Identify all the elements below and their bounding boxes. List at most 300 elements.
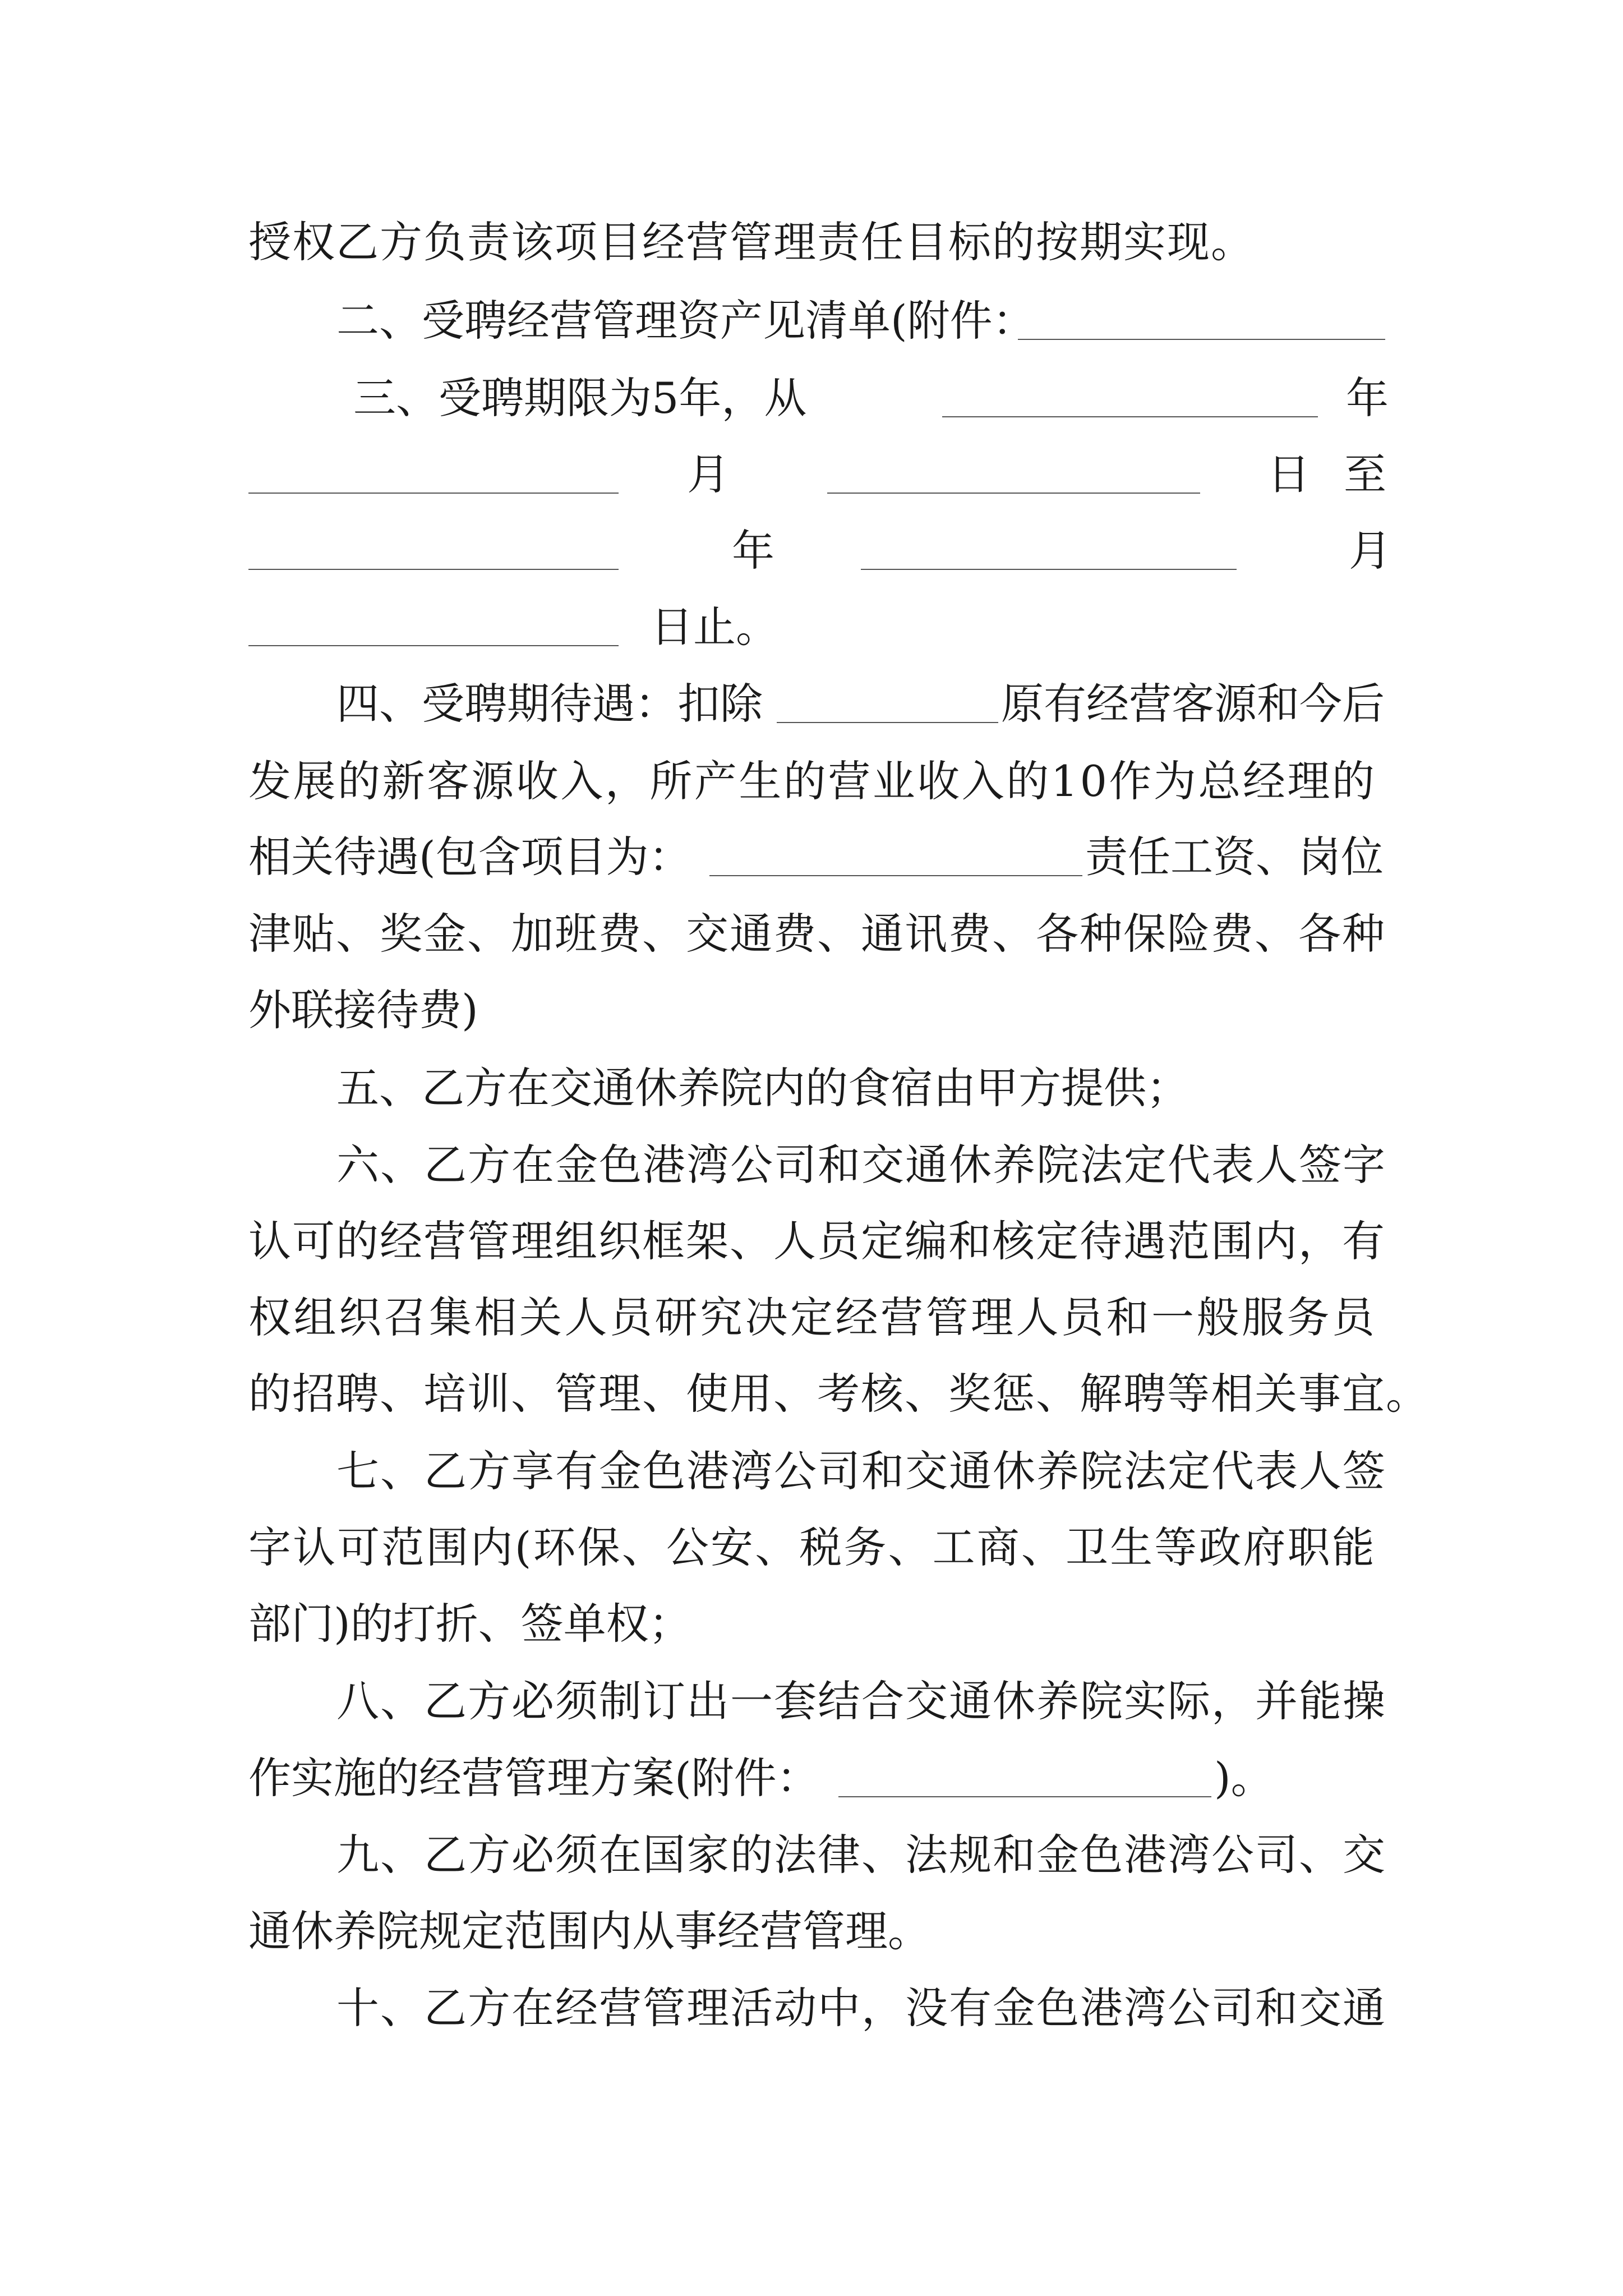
text-char: 须	[555, 1676, 599, 1726]
text-char: 活	[730, 1983, 774, 2033]
text-line: 部门)的打折、签单权；	[248, 1599, 691, 1649]
text-char: 、	[642, 1369, 686, 1419]
text-char: 港	[1124, 1830, 1168, 1880]
text-char: 管	[555, 1369, 598, 1419]
text-char: 并	[1255, 1676, 1299, 1726]
text-char: 目	[598, 217, 642, 267]
text-char: 税	[799, 1522, 843, 1572]
text-char: 种	[1342, 909, 1386, 959]
text-char: 织	[598, 1216, 642, 1266]
text-char: 乙	[424, 1830, 468, 1880]
text-char: 工	[932, 1522, 976, 1572]
text-char: 入	[961, 756, 1006, 806]
clause-3-text: 三、受聘期限为5年，从	[353, 373, 807, 423]
text-char: 管	[467, 1216, 511, 1266]
text-char: 客	[426, 756, 471, 806]
text-char: 八	[336, 1676, 380, 1726]
text-char: 操	[1343, 1676, 1386, 1726]
text-char: 方	[380, 217, 423, 267]
text-char: 组	[555, 1216, 598, 1266]
text-char: 遇	[1123, 1216, 1167, 1266]
text-char: 务	[843, 1522, 888, 1572]
text-char: 的	[783, 756, 827, 806]
text-char: 必	[511, 1830, 555, 1880]
text-char: 安	[711, 1522, 755, 1572]
text-char: 表	[1211, 1140, 1255, 1190]
text-char: 营	[880, 1292, 924, 1342]
text-char: 员	[817, 1216, 861, 1266]
text-char: 、	[380, 1983, 424, 2033]
blank-field[interactable]	[709, 875, 1082, 876]
text-line: )。	[1214, 1753, 1274, 1803]
text-char: 必	[511, 1676, 555, 1726]
text-char: 经	[380, 1216, 423, 1266]
date-unit-month: 月	[1349, 526, 1391, 576]
text-char: 营	[686, 217, 730, 267]
text-char: 任	[861, 217, 905, 267]
text-char: 产	[694, 756, 738, 806]
text-char: 编	[905, 1216, 948, 1266]
text-char: 、	[642, 909, 686, 959]
text-char: 公	[730, 1140, 774, 1190]
text-char: 关	[1255, 1369, 1298, 1419]
text-char: 组	[293, 1292, 338, 1342]
text-char: 新	[382, 756, 426, 806]
text-char: 没	[905, 1983, 949, 2033]
text-char: 公	[1211, 1830, 1255, 1880]
text-char: 为	[1153, 756, 1197, 806]
text-char: 通	[861, 909, 905, 959]
text-char: 津	[248, 909, 292, 959]
text-char: 授	[248, 217, 292, 267]
text-char: 的	[337, 756, 381, 806]
text-char: 能	[1299, 1676, 1343, 1726]
text-char: 法	[1080, 1140, 1124, 1190]
text-char: 期	[1080, 217, 1123, 267]
text-char: 、	[861, 1830, 905, 1880]
text-char: 加	[511, 909, 555, 959]
text-char: 理	[686, 1983, 730, 2033]
text-char: 六	[336, 1140, 380, 1190]
text-char: 围	[426, 1522, 470, 1572]
text-char: 交	[686, 909, 730, 959]
text-char: 研	[654, 1292, 699, 1342]
text-char: 定	[861, 1216, 905, 1266]
blank-field[interactable]	[248, 493, 619, 494]
text-char: 字	[1343, 1140, 1386, 1190]
text-line: 外联接待费)	[248, 985, 478, 1035]
text-char: 律	[818, 1830, 861, 1880]
text-char: 险	[1167, 909, 1211, 959]
text-char: 港	[643, 1140, 686, 1190]
text-char: 待	[1080, 1216, 1123, 1266]
text-char: 认	[293, 1522, 337, 1572]
text-char: 、	[1255, 909, 1298, 959]
text-char: 核	[861, 1369, 905, 1419]
text-char: 司	[1211, 1983, 1255, 2033]
text-char: 和	[861, 1446, 905, 1496]
text-char: 班	[555, 909, 598, 959]
text-char: 按	[1036, 217, 1080, 267]
text-char: 通	[905, 1140, 949, 1190]
text-char: 制	[599, 1676, 643, 1726]
text-char: 家	[686, 1830, 730, 1880]
text-char: 理	[1287, 756, 1331, 806]
text-char: 职	[1287, 1522, 1331, 1572]
text-char: 规	[949, 1830, 993, 1880]
text-char: 合	[861, 1676, 905, 1726]
text-char: 法	[774, 1830, 818, 1880]
blank-field[interactable]	[248, 645, 619, 646]
paragraph-line	[248, 1360, 1430, 1428]
text-char: 、	[730, 1216, 773, 1266]
clause-2-text: 二、受聘经营管理资产见清单(附件：	[336, 296, 1035, 346]
text-char: 各	[1036, 909, 1080, 959]
text-char: 召	[384, 1292, 428, 1342]
text-char: 、	[1036, 1369, 1080, 1419]
text-char: 公	[1168, 1983, 1211, 2033]
text-char: 在	[511, 1140, 555, 1190]
text-char: 人	[1255, 1140, 1299, 1190]
text-char: 相	[474, 1292, 518, 1342]
text-char: 定	[790, 1292, 834, 1342]
text-char: 实	[1124, 1676, 1168, 1726]
text-char: 金	[993, 1983, 1036, 2033]
text-char: 养	[1036, 1676, 1080, 1726]
text-char: 实	[1123, 217, 1167, 267]
text-char: 动	[774, 1983, 818, 2033]
text-char: 生	[1110, 1522, 1154, 1572]
text-char: 营	[599, 1983, 643, 2033]
text-char: 色	[1080, 1830, 1124, 1880]
text-char: 、	[888, 1522, 932, 1572]
text-char: 司	[774, 1140, 818, 1190]
text-char: 理	[971, 1292, 1015, 1342]
text-char: 相	[1211, 1369, 1255, 1419]
text-char: 一	[1151, 1292, 1195, 1342]
text-char: 业	[872, 756, 916, 806]
blank-field[interactable]	[777, 722, 998, 723]
text-char: 人	[564, 1292, 608, 1342]
paragraph-line	[248, 1284, 1376, 1351]
text-char: 围	[1211, 1216, 1255, 1266]
text-char: 营	[828, 756, 872, 806]
text-char: 集	[429, 1292, 473, 1342]
paragraph-line	[336, 1975, 1386, 2042]
text-char: 可	[292, 1216, 336, 1266]
text-char: 表	[1255, 1446, 1299, 1496]
date-unit-year: 年	[1346, 373, 1389, 423]
text-char: 乙	[424, 1446, 468, 1496]
text-char: 费	[598, 909, 642, 959]
text-char: 套	[774, 1676, 818, 1726]
text-char: 享	[511, 1446, 555, 1496]
paragraph-line	[248, 209, 1255, 276]
text-char: 责	[817, 217, 861, 267]
text-char: 。	[1386, 1369, 1430, 1419]
text-char: 签	[1299, 1140, 1343, 1190]
text-char: 、	[905, 1369, 948, 1419]
text-char: 结	[818, 1676, 861, 1726]
text-char: 宜	[1342, 1369, 1386, 1419]
paragraph-line	[336, 1131, 1386, 1199]
text-char: 定	[1124, 1140, 1168, 1190]
text-char: 种	[1080, 909, 1123, 959]
text-char: 代	[1168, 1140, 1211, 1190]
text-char: 金	[555, 1140, 599, 1190]
text-char: 管	[925, 1292, 970, 1342]
text-char: ，	[1211, 1676, 1255, 1726]
text-char: 经	[642, 217, 686, 267]
text-char: 聘	[1123, 1369, 1167, 1419]
text-char: 院	[1036, 1140, 1080, 1190]
text-line: 通休养院规定范围内从事经营管理。	[248, 1906, 930, 1956]
text-char: 理	[773, 217, 817, 267]
text-char: 各	[1298, 909, 1342, 959]
text-char: 商	[976, 1522, 1021, 1572]
text-char: 乙	[336, 217, 380, 267]
text-char: 0	[1080, 756, 1108, 806]
text-char: 等	[1154, 1522, 1198, 1572]
text-char: 培	[423, 1369, 467, 1419]
text-char: 交	[861, 1140, 905, 1190]
text-char: 、	[773, 1369, 817, 1419]
text-char: 作	[1109, 756, 1153, 806]
text-char: 七	[336, 1446, 380, 1496]
text-char: 人	[1299, 1446, 1343, 1496]
text-char: 管	[730, 217, 773, 267]
text-char: 权	[292, 217, 336, 267]
text-char: 费	[948, 909, 992, 959]
text-char: 和	[1106, 1292, 1150, 1342]
text-char: 核	[992, 1216, 1036, 1266]
text-char: 的	[1331, 756, 1376, 806]
text-char: 般	[1196, 1292, 1241, 1342]
text-char: 金	[423, 909, 467, 959]
text-char: 色	[599, 1140, 643, 1190]
text-char: 休	[949, 1140, 993, 1190]
blank-field[interactable]	[838, 1796, 1211, 1797]
text-char: 在	[599, 1830, 643, 1880]
text-char: (	[514, 1522, 533, 1572]
text-char: 经	[835, 1292, 879, 1342]
date-unit-day-to: 日至	[1267, 449, 1420, 499]
text-char: 讯	[905, 909, 948, 959]
text-char: 、	[380, 1446, 424, 1496]
text-line: 责任工资、岗位	[1085, 832, 1384, 882]
paragraph-line	[248, 748, 1376, 815]
text-char: 责	[467, 217, 511, 267]
text-char: 能	[1331, 1522, 1376, 1572]
blank-field[interactable]	[942, 416, 1318, 417]
text-char: 法	[1124, 1446, 1168, 1496]
text-char: 金	[599, 1446, 643, 1496]
text-char: 的	[992, 217, 1036, 267]
text-char: 公	[774, 1446, 818, 1496]
text-char: 现	[1167, 217, 1211, 267]
text-char: 收	[515, 756, 560, 806]
text-char: 、	[621, 1522, 666, 1572]
text-char: 项	[555, 217, 598, 267]
text-char: 法	[905, 1830, 949, 1880]
text-char: 通	[949, 1446, 993, 1496]
text-char: 招	[292, 1369, 336, 1419]
text-char: 养	[993, 1140, 1036, 1190]
text-char: 色	[643, 1446, 686, 1496]
text-char: 和	[818, 1140, 861, 1190]
text-char: 国	[643, 1830, 686, 1880]
text-char: 院	[1080, 1676, 1124, 1726]
text-char: 、	[817, 909, 861, 959]
paragraph-line	[248, 1514, 1376, 1581]
clause-4-text: 四、受聘期待遇：扣除	[336, 679, 763, 729]
text-char: 、	[992, 909, 1036, 959]
text-char: 养	[1036, 1446, 1080, 1496]
text-char: 和	[993, 1830, 1036, 1880]
text-char: 乙	[424, 1140, 468, 1190]
text-char: 湾	[730, 1446, 774, 1496]
paragraph-line	[248, 1208, 1386, 1275]
paragraph-line	[336, 1438, 1386, 1505]
text-char: 织	[339, 1292, 382, 1342]
text-char: 和	[1255, 1983, 1299, 2033]
text-char: 代	[1211, 1446, 1255, 1496]
text-char: ，	[605, 756, 649, 806]
text-char: 一	[730, 1676, 774, 1726]
text-char: 中	[818, 1983, 861, 2033]
text-char: 订	[643, 1676, 686, 1726]
text-char: 的	[730, 1830, 774, 1880]
text-char: 使	[686, 1369, 730, 1419]
date-unit-month: 月	[687, 449, 730, 499]
text-char: 保	[1123, 909, 1167, 959]
text-char: 字	[248, 1522, 292, 1572]
text-char: 乙	[424, 1676, 468, 1726]
text-char: 方	[468, 1446, 511, 1496]
text-char: 定	[1168, 1446, 1211, 1496]
text-char: 在	[511, 1983, 555, 2033]
text-char: 奖	[380, 909, 423, 959]
text-char: 交	[1299, 1983, 1343, 2033]
text-char: 目	[905, 217, 948, 267]
text-char: ，	[861, 1983, 905, 2033]
text-char: 贴	[292, 909, 336, 959]
text-char: 的	[1006, 756, 1050, 806]
text-char: 负	[423, 217, 467, 267]
text-char: 奖	[948, 1369, 992, 1419]
text-char: 关	[519, 1292, 563, 1342]
text-char: 费	[1211, 909, 1255, 959]
text-char: 港	[1080, 1983, 1124, 2033]
paragraph-line	[336, 1668, 1386, 1735]
blank-field[interactable]	[861, 569, 1237, 570]
text-char: 和	[948, 1216, 992, 1266]
text-char: 司	[818, 1446, 861, 1496]
text-char: 港	[686, 1446, 730, 1496]
text-char: 该	[511, 217, 555, 267]
text-char: 、	[380, 1140, 424, 1190]
text-char: 员	[1332, 1292, 1376, 1342]
date-unit-year: 年	[732, 526, 774, 576]
text-char: 出	[686, 1676, 730, 1726]
text-char: 架	[686, 1216, 730, 1266]
text-char: 政	[1198, 1522, 1243, 1572]
text-char: 、	[380, 1369, 423, 1419]
text-char: 通	[1343, 1983, 1386, 2033]
text-char: 管	[643, 1983, 686, 2033]
text-char: 人	[773, 1216, 817, 1266]
text-char: 务	[1287, 1292, 1331, 1342]
text-char: 通	[730, 909, 773, 959]
text-char: 际	[1168, 1676, 1211, 1726]
text-char: 方	[468, 1676, 511, 1726]
text-char: 决	[745, 1292, 789, 1342]
text-char: 经	[1242, 756, 1287, 806]
text-char: 认	[248, 1216, 292, 1266]
text-char: 、	[380, 1676, 424, 1726]
text-char: 费	[773, 909, 817, 959]
date-unit-day-end: 日止。	[651, 602, 778, 652]
text-char: 理	[598, 1369, 642, 1419]
text-char: 考	[817, 1369, 861, 1419]
text-char: 司	[1255, 1830, 1299, 1880]
text-char: 、	[511, 1369, 555, 1419]
text-char: 源	[471, 756, 515, 806]
text-char: 有	[949, 1983, 993, 2033]
text-line: 相关待遇(包含项目为：	[248, 832, 691, 882]
text-char: 环	[533, 1522, 577, 1572]
clause-4-text-cont: 原有经营客源和今后	[1001, 679, 1385, 729]
text-char: 员	[1061, 1292, 1105, 1342]
text-char: 事	[1298, 1369, 1342, 1419]
text-char: 训	[467, 1369, 511, 1419]
text-char: 的	[336, 1216, 380, 1266]
blank-field[interactable]	[827, 493, 1200, 494]
text-char: 框	[642, 1216, 686, 1266]
blank-field[interactable]	[248, 569, 619, 570]
text-char: 金	[1036, 1830, 1080, 1880]
text-char: 交	[905, 1676, 949, 1726]
text-char: 服	[1242, 1292, 1285, 1342]
text-char: 、	[1299, 1830, 1343, 1880]
text-char: 湾	[686, 1140, 730, 1190]
text-char: 内	[1255, 1216, 1298, 1266]
text-char: 范	[1167, 1216, 1211, 1266]
text-char: 标	[948, 217, 992, 267]
text-line: 作实施的经营管理方案(附件：	[248, 1753, 819, 1803]
text-char: 休	[993, 1446, 1036, 1496]
text-char: 营	[423, 1216, 467, 1266]
text-char: 惩	[992, 1369, 1036, 1419]
text-char: 、	[467, 909, 511, 959]
text-char: ，	[1298, 1216, 1342, 1266]
text-char: 用	[730, 1369, 773, 1419]
text-char: 人	[1016, 1292, 1060, 1342]
text-char: 公	[666, 1522, 710, 1572]
text-char: 、	[1021, 1522, 1065, 1572]
text-char: 湾	[1124, 1983, 1168, 2033]
text-char: 、	[380, 1830, 424, 1880]
blank-field[interactable]	[1018, 339, 1385, 340]
text-char: 经	[555, 1983, 599, 2033]
text-char: 须	[555, 1830, 599, 1880]
text-char: 展	[293, 756, 337, 806]
text-char: 交	[1343, 1830, 1386, 1880]
paragraph-line	[336, 1821, 1386, 1889]
text-char: 卫	[1066, 1522, 1110, 1572]
text-char: 理	[511, 1216, 555, 1266]
text-char: 究	[700, 1292, 744, 1342]
